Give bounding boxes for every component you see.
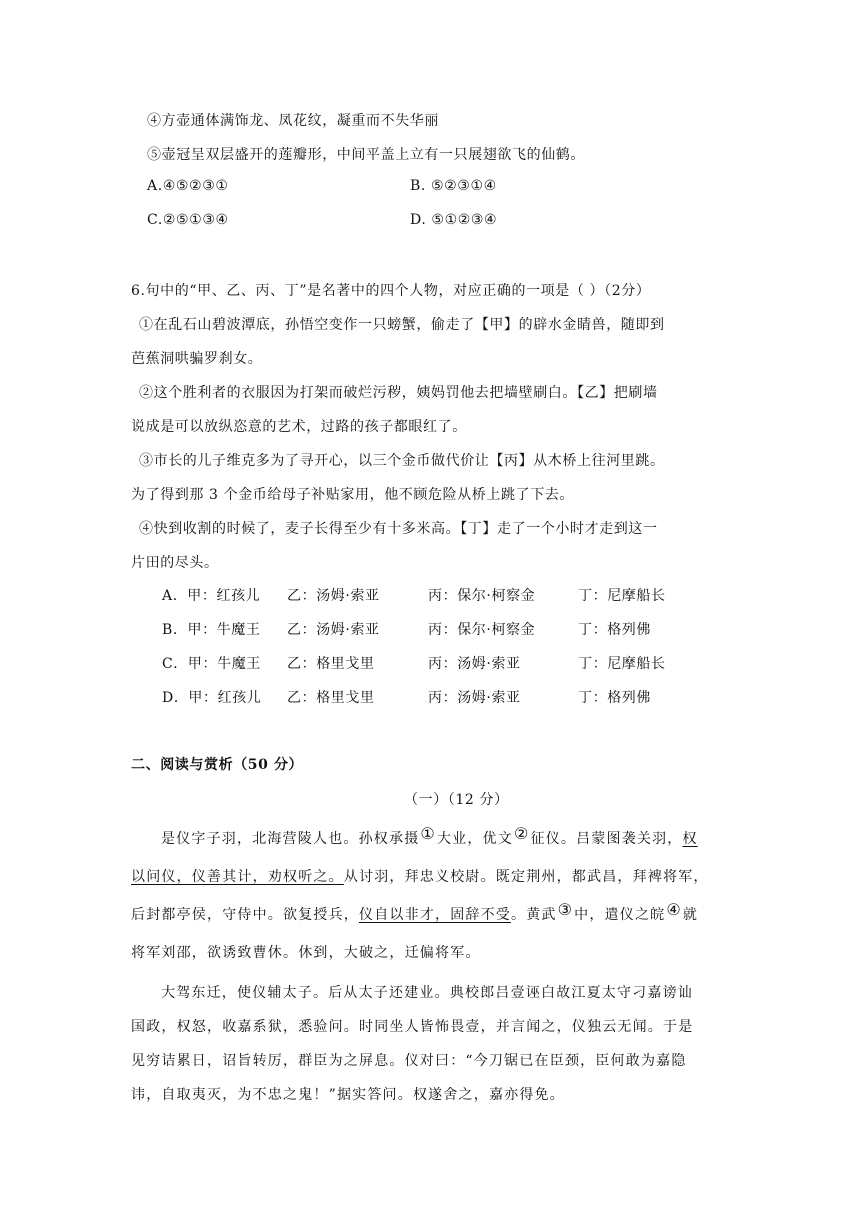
underlined-text: 权 <box>682 831 698 847</box>
q6-option-d-yi: 乙：格里戈里 <box>287 690 375 706</box>
q5-option-d: D. ⑤①②③④ <box>410 212 498 228</box>
passage-p1-line-4: 将军刘邵，欲诱致曹休。休到，大破之，迁偏将军。 <box>131 945 481 961</box>
footnote-marker-2: ② <box>513 824 530 843</box>
passage-p2-line-1: 大驾东迁，使仪辅太子。后从太子还建业。典校郎吕壹诬白故江夏太守刁嘉谤讪 <box>161 985 693 1001</box>
section-heading: 二、阅读与赏析（50 分） <box>131 757 304 773</box>
q6-option-a-yi: 乙：汤姆·索亚 <box>287 588 380 604</box>
q6-sentence-4-line-2: 片田的尽头。 <box>131 555 219 571</box>
q6-option-c-yi: 乙：格里戈里 <box>287 656 375 672</box>
q6-option-c-jia: C．甲：牛魔王 <box>162 656 261 672</box>
q6-option-d-jia: D．甲：红孩儿 <box>162 690 262 706</box>
q5-option-c: C.②⑤①③④ <box>147 212 229 228</box>
q6-option-b-jia: B．甲：牛魔王 <box>162 622 261 638</box>
underlined-text: 以问仪，仪善其计，劝权听之。 <box>131 869 344 885</box>
passage-text: 中，遣仪之皖 <box>574 907 666 923</box>
footnote-marker-1: ① <box>420 824 436 843</box>
q6-sentence-3-line-2: 为了得到那 3 个金币给母子补贴家用，他不顾危险从桥上跳了下去。 <box>131 487 575 503</box>
q6-sentence-1-line-1: ①在乱石山碧波潭底，孙悟空变作一只螃蟹，偷走了【甲】的辟水金睛兽，随即到 <box>139 317 665 333</box>
passage-p2-line-4: 讳，自取夷灭，为不忠之鬼！”据实答问。权遂舍之，嘉亦得免。 <box>131 1087 565 1103</box>
q6-option-a-bing: 丙：保尔·柯察金 <box>428 588 536 604</box>
passage-text: 是仪字子羽，北海营陵人也。孙权承摄 <box>161 831 420 847</box>
q6-option-d-ding: 丁：格列佛 <box>578 690 651 706</box>
passage-text: 从讨羽，拜忠义校尉。既定荆州，都武昌，拜裨将军， <box>343 869 709 885</box>
passage-p1-line-1 <box>161 824 698 848</box>
q6-sentence-4-line-1: ④快到收割的时候了，麦子长得至少有十多米高。【丁】走了一个小时才走到这一 <box>139 521 658 537</box>
q6-option-b-yi: 乙：汤姆·索亚 <box>287 622 380 638</box>
passage-text: 。黄武 <box>511 907 557 923</box>
q6-option-a-jia: A．甲：红孩儿 <box>162 588 261 604</box>
q6-sentence-2-line-2: 说成是可以放纵恣意的艺术，过路的孩子都眼红了。 <box>131 419 467 435</box>
q6-option-d-bing: 丙：汤姆·索亚 <box>428 690 521 706</box>
q6-option-b-bing: 丙：保尔·柯察金 <box>428 622 536 638</box>
underlined-text: 仪自以非才，固辞不受 <box>359 907 511 923</box>
passage-text: 征仪。吕蒙图袭关羽， <box>530 831 683 847</box>
q6-option-b-ding: 丁：格列佛 <box>578 622 651 638</box>
q6-option-c-bing: 丙：汤姆·索亚 <box>428 656 521 672</box>
q6-option-c-ding: 丁：尼摩船长 <box>578 656 666 672</box>
q6-option-a-ding: 丁：尼摩船长 <box>578 588 666 604</box>
q5-option-b: B. ⑤②③①④ <box>410 178 497 194</box>
q6-sentence-2-line-1: ②这个胜利者的衣服因为打架而破烂污秽，姨妈罚他去把墙壁刷白。【乙】把刷墙 <box>139 385 658 401</box>
footnote-marker-3: ③ <box>557 900 574 919</box>
passage-p2-line-3: 见穷诘累日，诏旨转厉，群臣为之屏息。仪对曰：“今刀锯已在臣颈，臣何敢为嘉隐 <box>131 1053 687 1069</box>
passage-subheading: （一）（12 分） <box>404 792 509 808</box>
footnote-marker-4: ④ <box>666 900 682 919</box>
passage-text: 大业，优文 <box>436 831 513 847</box>
q6-sentence-3-line-1: ③市长的儿子维克多为了寻开心，以三个金币做代价让【丙】从木桥上往河里跳。 <box>139 453 665 469</box>
q6-sentence-1-line-2: 芭蕉洞哄骗罗刹女。 <box>131 351 263 367</box>
q6-stem: 6.句中的“甲、乙、丙、丁”是名著中的四个人物，对应正确的一项是（ ）（2分） <box>131 283 651 299</box>
q5-option-a: A.④⑤②③① <box>147 178 229 194</box>
passage-p2-line-2: 国政，权怒，收嘉系狱，悉验问。时同坐人皆怖畏壹，并言闻之，仪独云无闻。于是 <box>131 1019 694 1035</box>
q5-item-5: ⑤壶冠呈双层盛开的莲瓣形，中间平盖上立有一只展翅欲飞的仙鹤。 <box>147 147 585 163</box>
passage-text: 后封都亭侯，守侍中。欲复授兵， <box>131 907 359 923</box>
passage-p1-line-2 <box>131 866 709 886</box>
passage-p1-line-3 <box>131 900 699 924</box>
passage-text: 就 <box>682 907 699 923</box>
q5-item-4: ④方壶通体满饰龙、凤花纹，凝重而不失华丽 <box>147 113 439 129</box>
